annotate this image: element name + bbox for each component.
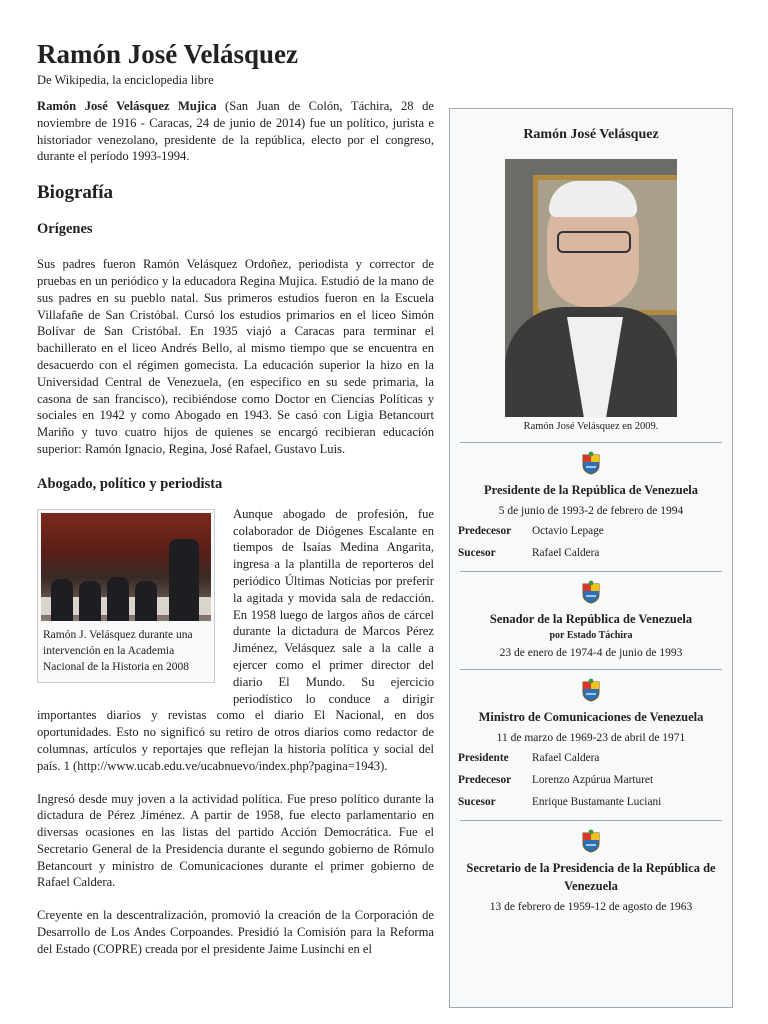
- infobox-office-block: [450, 571, 732, 659]
- coat-of-arms-icon: [580, 829, 602, 853]
- infobox-office-subtitle: por Estado Táchira: [549, 630, 633, 641]
- infobox-row-label: Sucesor: [458, 796, 496, 808]
- coat-of-arms: [580, 580, 602, 604]
- infobox-row: [458, 524, 732, 539]
- infobox-row-label: Predecesor: [458, 774, 512, 786]
- infobox-office-dates: 13 de febrero de 1959-12 de agosto de 1963: [489, 901, 693, 913]
- infobox-separator: [460, 669, 722, 670]
- infobox-row-label: Sucesor: [458, 547, 496, 559]
- infobox-separator: [460, 820, 722, 821]
- article-page: [37, 36, 733, 956]
- infobox-row: [458, 773, 732, 788]
- article-body: [37, 98, 434, 974]
- infobox-office-dates: 5 de junio de 1993-2 de febrero de 1994: [498, 505, 684, 517]
- intro-paragraph: [37, 98, 434, 165]
- infobox-photo[interactable]: [505, 159, 677, 417]
- heading-biografia: Biografía: [37, 182, 113, 204]
- infobox-row-value[interactable]: Lorenzo Azpúrua Marturet: [532, 774, 654, 786]
- infobox-office-name[interactable]: Secretario de la Presidencia de la República de Venezuela: [466, 861, 716, 893]
- infobox-offices: [450, 442, 732, 929]
- coat-of-arms-icon: [580, 678, 602, 702]
- infobox-row-value[interactable]: Enrique Bustamante Luciani: [532, 796, 662, 808]
- infobox-title: Ramón José Velásquez: [523, 127, 659, 142]
- coat-of-arms: [580, 829, 602, 853]
- photo-hair-shape: [549, 181, 637, 217]
- infobox-row: [458, 795, 732, 810]
- infobox-office-block: [450, 669, 732, 810]
- photo-glasses-shape: [557, 231, 631, 253]
- infobox-row: [458, 546, 732, 561]
- infobox-row-value[interactable]: Rafael Caldera: [532, 547, 600, 559]
- paragraph-origenes: Sus padres fueron Ramón Velásquez Ordoñez, periodista y corrector de pruebas en un periódico y la educadora Regina Mujica. Estudió de la mano de sus padres en su pueblo natal. Sus primeros estudios fueron en la Escuela Villafañe de San Cristóbal. Cursó los estudios primarios en el liceo Simón Bolívar de San Cristóbal. En 1935 viajó a Caracas para terminar el bachillerato en el liceo Andrés Bello, al mismo tiempo que se encuentra en desacuerdo con el régimen gomecista. La educación superior la hizo en la Universidad Central de Venezuela, (en especifico en su sede primaria, la casona de san francisco), recibiéndose como Doctor en Ciencias Políticas y sociales en 1942 y como Abogado en 1943. Se casó con Ligia Betancourt Mariño y tuvo cuatro hijos de quienes se encargó recibieran educación superior: Ramón Ignacio, Regina, José Rafael, Gustavo Luis.: [37, 257, 434, 456]
- thumbnail-caption: Ramón J. Velásquez durante una intervención en la Academia Nacional de la Historia en 2008: [43, 628, 193, 673]
- thumbnail-figure-shape: [107, 577, 129, 621]
- coat-of-arms-icon: [580, 451, 602, 475]
- thumbnail-image[interactable]: [41, 513, 211, 621]
- thumbnail-figure-shape: [79, 581, 101, 621]
- infobox: [449, 108, 733, 1008]
- infobox-row-label: Predecesor: [458, 525, 512, 537]
- paragraph-descentralizacion: Creyente en la descentralización, promovió la creación de la Corporación de Desarrollo de Los Andes Corpoandes. Presidió la Comisión para la Reforma del Estado (COPRE) creada por el presidente Jaime Lusinchi en el: [37, 908, 434, 956]
- coat-of-arms-icon: [580, 580, 602, 604]
- coat-of-arms: [580, 451, 602, 475]
- heading-origenes: Orígenes: [37, 221, 93, 238]
- page-title: Ramón José Velásquez: [37, 39, 299, 69]
- page-subtitle: De Wikipedia, la enciclopedia libre: [37, 73, 214, 87]
- coat-of-arms: [580, 678, 602, 702]
- intro-bold-name: Ramón José Velásquez Mujica: [37, 99, 217, 113]
- heading-abogado: Abogado, político y periodista: [37, 475, 223, 492]
- infobox-office-name[interactable]: Presidente de la República de Venezuela: [483, 483, 698, 497]
- infobox-office-block: [450, 442, 732, 561]
- infobox-office-name[interactable]: Senador de la República de Venezuela: [489, 612, 693, 626]
- infobox-row-label: Presidente: [458, 752, 509, 764]
- infobox-row-value[interactable]: Rafael Caldera: [532, 752, 600, 764]
- infobox-row: [458, 751, 732, 766]
- infobox-office-name[interactable]: Ministro de Comunicaciones de Venezuela: [478, 710, 704, 724]
- thumbnail-speaker-shape: [169, 539, 199, 621]
- thumbnail-figure-shape: [135, 581, 157, 621]
- paragraph-abogado: Aunque abogado de profesión, fue colaborador de Diógenes Escalante en tiempos de Isaías Medina Angarita, ingresa a la plantilla de reporteros del periódico Últimas Noticias por preferir la agitada y movida sala de redacción. En 1958 luego de largos años de cárcel durante la dictadura de Marcos Pérez Jiménez, Velásquez sale a la calle a ejercer como el primer director del diario El Mundo. Su ejercicio periodístico lo conduce a dirigir importantes diarios y revistas como el diario El Nacional, en dos oportunidades. Esto no significó su retiro de otros diarios como redactor de columnas, artículos y reportajes que reflejan la historia política y social del país. 1 (http://www.ucab.edu.ve/ucabnuevo/index.php?pagina=1943).: [37, 506, 434, 773]
- infobox-photo-caption: Ramón José Velásquez en 2009.: [523, 421, 659, 432]
- infobox-office-dates: 23 de enero de 1974-4 de junio de 1993: [499, 647, 683, 659]
- thumbnail-figure[interactable]: [37, 509, 215, 683]
- thumbnail-figure-shape: [51, 579, 73, 621]
- intro-text: (San Juan de Colón, Táchira, 28 de noviembre de 1916 - Caracas, 24 de junio de 2014) fue un político, jurista e historiador venezolano, presidente de la república, electo por el congreso, durante el período 1993-1994.: [37, 99, 434, 164]
- infobox-row-value[interactable]: Octavio Lepage: [532, 525, 604, 537]
- infobox-office-block: [450, 820, 732, 929]
- infobox-separator: [460, 442, 722, 443]
- infobox-separator: [460, 571, 722, 572]
- paragraph-politica: Ingresó desde muy joven a la actividad política. Fue preso político durante la dictadura de Pérez Jiménez. A partir de 1958, fue electo parlamentario en diversas ocasiones en las listas del partido Acción Democrática. Fue el Secretario General de la Presidencia durante el segundo gobierno de Rómulo Betancourt y ministro de Comunicaciones durante el primer gobierno de Rafael Caldera.: [37, 791, 434, 890]
- infobox-office-dates: 11 de marzo de 1969-23 de abril de 1971: [496, 732, 686, 744]
